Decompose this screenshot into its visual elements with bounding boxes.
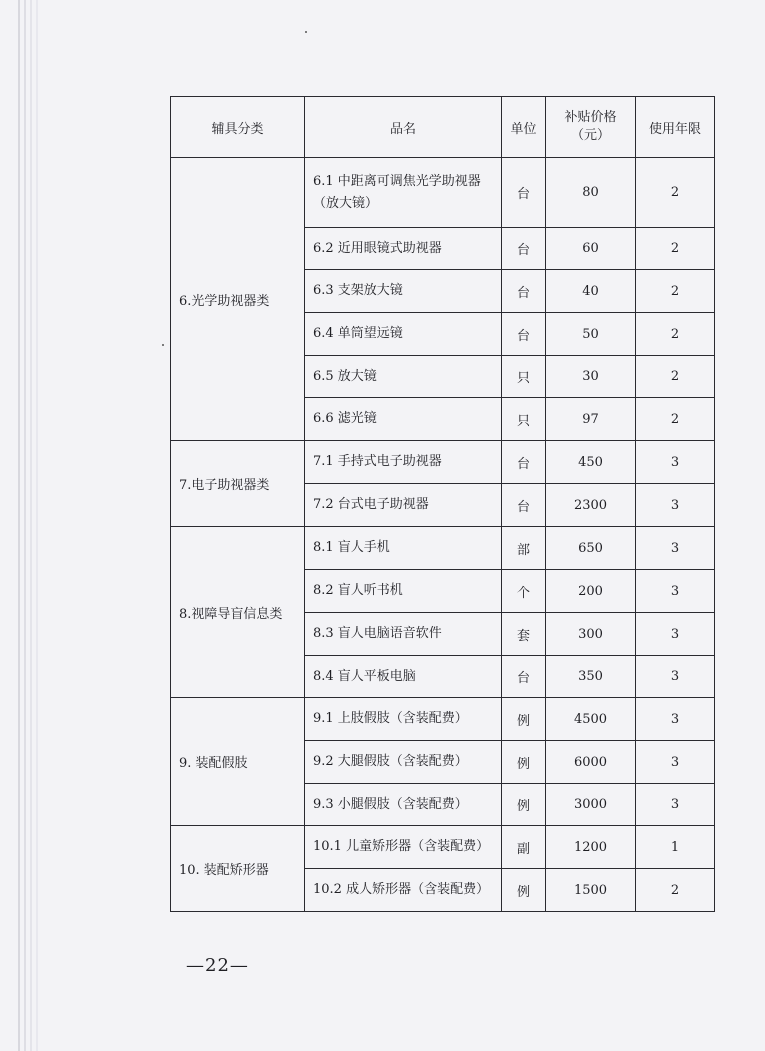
category-cell: 8.视障导盲信息类 (171, 527, 305, 698)
price-cell: 80 (546, 158, 636, 228)
name-cell: 6.4 单筒望远镜 (305, 313, 502, 356)
unit-cell: 副 (502, 826, 546, 869)
unit-cell: 套 (502, 613, 546, 656)
years-cell: 3 (636, 656, 715, 698)
category-cell: 10. 装配矫形器 (171, 826, 305, 912)
years-cell: 3 (636, 741, 715, 784)
years-cell: 2 (636, 313, 715, 356)
price-cell: 2300 (546, 484, 636, 527)
years-cell: 3 (636, 570, 715, 613)
unit-cell: 只 (502, 398, 546, 441)
years-cell: 3 (636, 613, 715, 656)
price-cell: 350 (546, 656, 636, 698)
header-category: 辅具分类 (171, 97, 305, 158)
unit-cell: 台 (502, 656, 546, 698)
price-cell: 450 (546, 441, 636, 484)
table-row (171, 441, 715, 484)
price-cell: 97 (546, 398, 636, 441)
unit-cell: 例 (502, 698, 546, 741)
unit-cell: 台 (502, 313, 546, 356)
name-cell: 8.3 盲人电脑语音软件 (305, 613, 502, 656)
price-cell: 200 (546, 570, 636, 613)
name-cell: 9.2 大腿假肢（含装配费） (305, 741, 502, 784)
name-cell: 9.3 小腿假肢（含装配费） (305, 784, 502, 826)
unit-cell: 只 (502, 356, 546, 398)
years-cell: 3 (636, 484, 715, 527)
years-cell: 2 (636, 228, 715, 270)
header-unit: 单位 (502, 97, 546, 158)
name-cell: 10.2 成人矫形器（含装配费） (305, 869, 502, 912)
table-row (171, 826, 715, 869)
category-cell: 9. 装配假肢 (171, 698, 305, 826)
name-cell: 6.2 近用眼镜式助视器 (305, 228, 502, 270)
price-cell: 40 (546, 270, 636, 313)
table-header-row (171, 97, 715, 158)
years-cell: 2 (636, 270, 715, 313)
page-stack-edge (18, 0, 20, 1051)
years-cell: 2 (636, 158, 715, 228)
years-cell: 2 (636, 356, 715, 398)
page-stack-edge (36, 0, 38, 1051)
unit-cell: 个 (502, 570, 546, 613)
category-cell: 7.电子助视器类 (171, 441, 305, 527)
name-cell: 8.1 盲人手机 (305, 527, 502, 570)
unit-cell: 例 (502, 741, 546, 784)
header-price (546, 97, 636, 158)
years-cell: 1 (636, 826, 715, 869)
page-number: —22— (186, 955, 249, 976)
price-cell: 60 (546, 228, 636, 270)
table-body (171, 158, 715, 912)
name-cell: 6.3 支架放大镜 (305, 270, 502, 313)
years-cell: 2 (636, 869, 715, 912)
table-row (171, 698, 715, 741)
years-cell: 2 (636, 398, 715, 441)
category-cell: 6.光学助视器类 (171, 158, 305, 441)
header-years: 使用年限 (636, 97, 715, 158)
name-cell: 6.1 中距离可调焦光学助视器（放大镜） (305, 158, 502, 228)
unit-cell: 例 (502, 869, 546, 912)
header-name: 品名 (305, 97, 502, 158)
name-cell: 8.4 盲人平板电脑 (305, 656, 502, 698)
price-cell: 650 (546, 527, 636, 570)
page-stack-edge (30, 0, 32, 1051)
price-cell: 300 (546, 613, 636, 656)
years-cell: 3 (636, 527, 715, 570)
table-row (171, 158, 715, 228)
header-price-line2: （元） (570, 128, 610, 143)
years-cell: 3 (636, 441, 715, 484)
unit-cell: 台 (502, 158, 546, 228)
name-cell: 7.1 手持式电子助视器 (305, 441, 502, 484)
subsidy-table (170, 96, 715, 912)
speck (162, 344, 164, 346)
unit-cell: 例 (502, 784, 546, 826)
name-cell: 8.2 盲人听书机 (305, 570, 502, 613)
unit-cell: 台 (502, 441, 546, 484)
name-cell: 6.5 放大镜 (305, 356, 502, 398)
page-stack-edge (24, 0, 26, 1051)
name-cell: 7.2 台式电子助视器 (305, 484, 502, 527)
unit-cell: 台 (502, 484, 546, 527)
years-cell: 3 (636, 698, 715, 741)
unit-cell: 台 (502, 270, 546, 313)
price-cell: 1200 (546, 826, 636, 869)
price-cell: 3000 (546, 784, 636, 826)
speck (305, 31, 307, 33)
price-cell: 4500 (546, 698, 636, 741)
name-cell: 9.1 上肢假肢（含装配费） (305, 698, 502, 741)
price-cell: 1500 (546, 869, 636, 912)
name-cell: 10.1 儿童矫形器（含装配费） (305, 826, 502, 869)
table-row (171, 527, 715, 570)
price-cell: 50 (546, 313, 636, 356)
unit-cell: 部 (502, 527, 546, 570)
header-price-line1: 补贴价格 (564, 110, 617, 125)
unit-cell: 台 (502, 228, 546, 270)
years-cell: 3 (636, 784, 715, 826)
name-cell: 6.6 滤光镜 (305, 398, 502, 441)
price-cell: 6000 (546, 741, 636, 784)
price-cell: 30 (546, 356, 636, 398)
